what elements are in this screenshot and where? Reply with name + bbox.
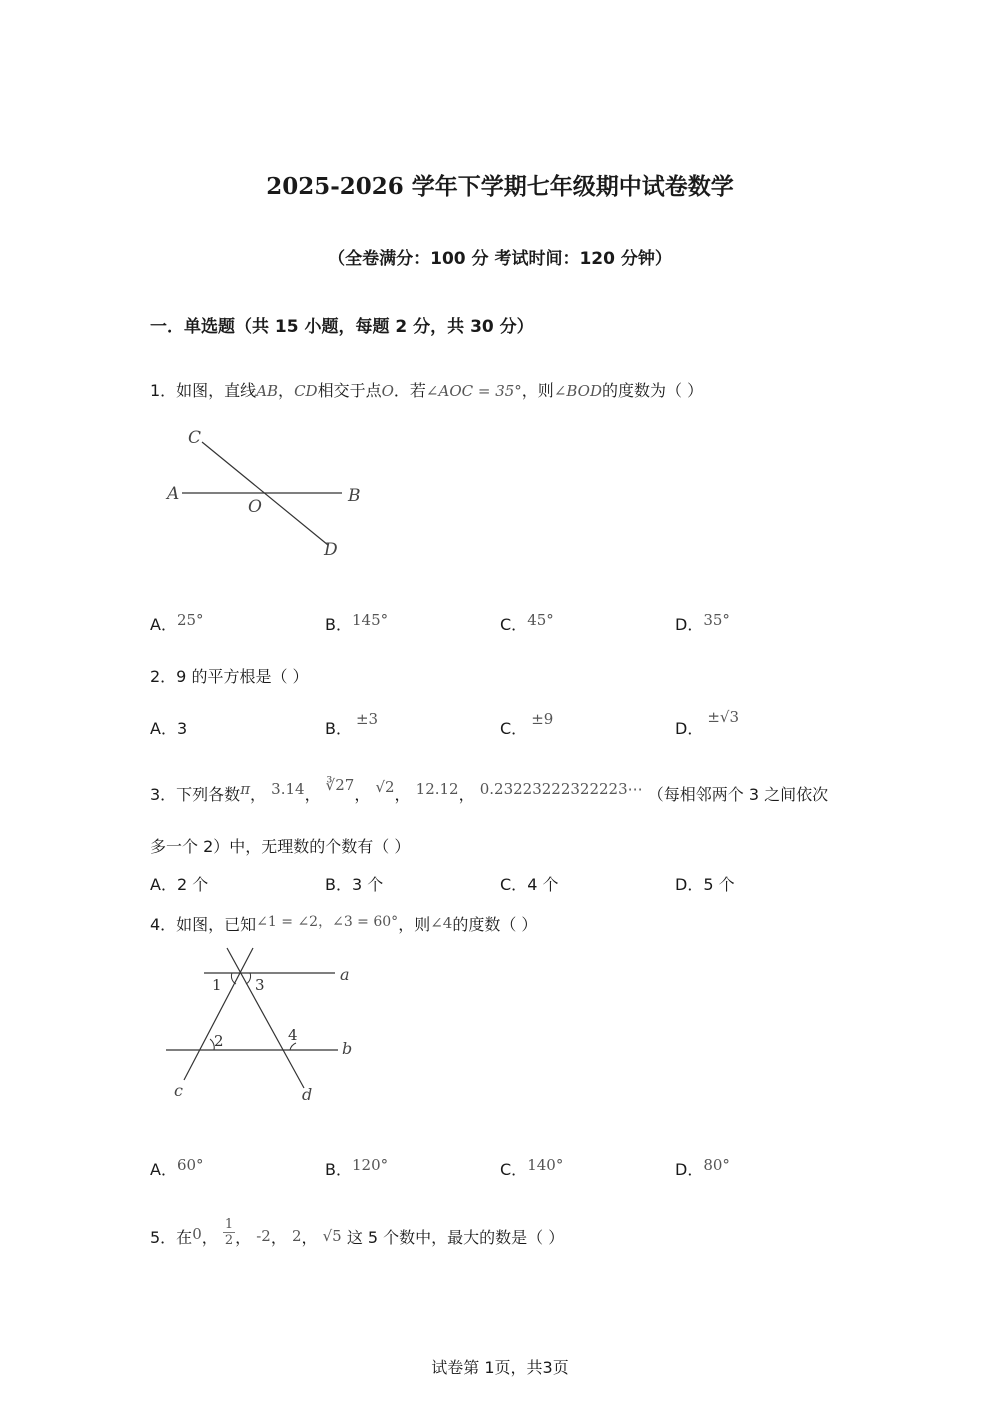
option-letter: B． [325, 1160, 352, 1179]
section-heading: 一．单选题（共 15 小题，每题 2 分，共 30 分） [150, 317, 534, 337]
q5-sep: ， [201, 1228, 218, 1247]
option-letter: A． [150, 875, 177, 894]
option-letter: C． [500, 1160, 528, 1179]
label-line-c: c [174, 1081, 183, 1100]
q1-option-a[interactable] [150, 612, 204, 635]
option-value: 35° [703, 611, 730, 629]
q1-text-3: ．若 [393, 381, 426, 400]
q1-math-angle-bod: ∠BOD [553, 382, 603, 400]
option-letter: C． [500, 875, 528, 894]
q1-math-angle-aoc: ∠AOC = 35° [425, 382, 522, 400]
label-angle-3: 3 [255, 976, 265, 994]
q3-sep: ， [354, 785, 371, 804]
option-value: 80° [703, 1156, 730, 1174]
label-angle-2: 2 [214, 1032, 224, 1050]
question-3-stem [150, 776, 829, 805]
q3-math-repeating-1212: 12.12 [415, 780, 459, 798]
q2-option-b[interactable] [325, 710, 379, 739]
option-letter: D． [675, 875, 704, 894]
option-value: 5 个 [703, 875, 735, 894]
option-value: ±3 [355, 710, 379, 728]
option-letter: D． [675, 615, 704, 634]
label-line-b: b [342, 1039, 353, 1058]
q3-option-a[interactable] [150, 872, 208, 895]
q4-option-c[interactable] [500, 1157, 563, 1180]
q1-option-c[interactable] [500, 612, 554, 635]
option-value: ±9 [531, 710, 554, 728]
option-value: 45° [527, 611, 554, 629]
option-value: 60° [176, 1156, 204, 1174]
q1-option-b[interactable] [325, 612, 388, 635]
label-angle-1: 1 [212, 976, 222, 994]
label-angle-4: 4 [288, 1026, 298, 1044]
q4-option-a[interactable] [150, 1157, 204, 1180]
q4-math-angle4: ∠4 [430, 914, 453, 932]
label-d: D [324, 540, 338, 560]
option-value: 140° [527, 1156, 564, 1174]
option-letter: B． [325, 615, 352, 634]
q1-math-ab: AB [256, 382, 279, 400]
q1-text-2: 相交于点 [317, 381, 382, 400]
q3-math-314: 3.14 [271, 780, 305, 798]
fraction-denominator: 2 [224, 1233, 234, 1248]
q3-math-cuberoot-27: ∛27 [325, 776, 355, 794]
q2-option-a[interactable] [150, 716, 187, 739]
q5-fraction-half [223, 1217, 235, 1248]
q2-option-c[interactable] [500, 710, 554, 739]
q5-math-sqrt5: √5 [322, 1227, 342, 1245]
q1-text: 1．如图，直线 [150, 381, 257, 400]
q5-sep: ， [270, 1228, 287, 1247]
option-letter: C． [500, 719, 528, 738]
q4-math-given: ∠1 = ∠2，∠3 = 60° [256, 914, 399, 930]
option-value: 3 [176, 719, 188, 738]
q1-math-cd: CD [294, 382, 318, 400]
q3-sep: ， [304, 785, 321, 804]
option-value: ±√3 [707, 708, 739, 726]
q3-option-b[interactable] [325, 872, 383, 895]
question-2-stem: 2．9 的平方根是（ ） [150, 667, 309, 686]
q3-option-c[interactable] [500, 872, 558, 895]
page-footer: 试卷第 1页，共3页 [431, 1358, 569, 1377]
label-a: A [167, 484, 180, 504]
q4-text-2: ，则 [398, 915, 431, 934]
option-value: 2 个 [176, 875, 209, 894]
q5-text: 5．在 [150, 1228, 193, 1247]
option-value: 4 个 [527, 875, 559, 894]
option-letter: B． [325, 719, 352, 738]
q2-option-d[interactable] [675, 708, 739, 739]
q3-option-d[interactable] [675, 872, 735, 895]
q4-option-d[interactable] [675, 1157, 730, 1180]
label-line-d: d [302, 1085, 313, 1104]
label-c: C [188, 428, 202, 448]
option-value: 120° [351, 1156, 389, 1174]
option-value: 25° [176, 611, 204, 629]
option-letter: D． [675, 1160, 704, 1179]
option-value: 145° [351, 611, 389, 629]
q1-text-5: 的度数为（ ） [602, 381, 704, 400]
q5-text-2: 这 5 个数中，最大的数是（ ） [346, 1228, 565, 1247]
q1-text-4: ，则 [521, 381, 554, 400]
question-3-stem-line2: 多一个 2）中，无理数的个数有（ ） [150, 837, 411, 856]
option-value: 3 个 [351, 875, 384, 894]
option-letter: A． [150, 615, 177, 634]
option-letter: B． [325, 875, 352, 894]
exam-title: 2025-2026 学年下学期七年级期中试卷数学 [266, 173, 734, 200]
q3-sep: ， [250, 785, 267, 804]
q5-sep: ， [301, 1228, 318, 1247]
q3-text: 3．下列各数 [150, 785, 241, 804]
q1-figure [160, 420, 380, 570]
option-letter: C． [500, 615, 528, 634]
q4-figure [160, 940, 370, 1110]
q4-option-b[interactable] [325, 1157, 388, 1180]
q5-math-2: 2 [291, 1227, 302, 1245]
q3-text-2: （每相邻两个 3 之间依次 [647, 785, 829, 804]
q1-comma: ， [278, 381, 295, 400]
q3-math-pi: π [240, 780, 251, 798]
label-line-a: a [340, 965, 350, 984]
q1-option-d[interactable] [675, 612, 730, 635]
question-5-stem [150, 1217, 565, 1254]
fraction-numerator: 1 [224, 1217, 234, 1232]
q3-sep: ， [458, 785, 475, 804]
option-letter: A． [150, 719, 177, 738]
q5-math-0: 0 [192, 1225, 202, 1243]
option-letter: A． [150, 1160, 177, 1179]
label-o: O [248, 497, 262, 517]
q3-math-decimal: 0.23223222322223⋯ [479, 780, 643, 798]
option-letter: D． [675, 719, 704, 738]
q5-sep: ， [235, 1228, 252, 1247]
question-1-stem [150, 378, 703, 401]
q3-math-sqrt-2: √2 [375, 778, 395, 796]
q1-math-o: O [381, 382, 394, 400]
q3-sep: ， [394, 785, 411, 804]
question-4-stem [150, 912, 537, 935]
q5-math-neg2: -2 [256, 1227, 271, 1245]
q4-text: 4．如图，已知 [150, 915, 257, 934]
q4-text-3: 的度数（ ） [452, 915, 538, 934]
label-b: B [348, 486, 361, 506]
exam-subtitle: （全卷满分：100 分 考试时间：120 分钟） [328, 249, 672, 269]
